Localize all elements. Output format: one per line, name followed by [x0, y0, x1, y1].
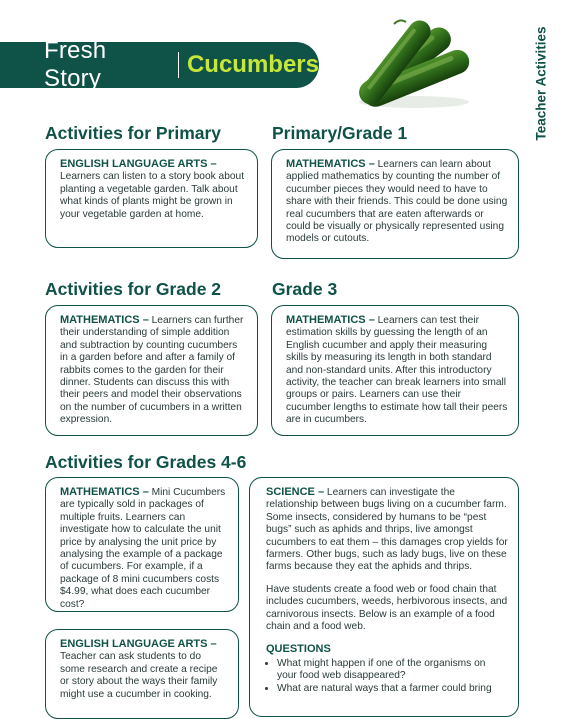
activity-text: Learners can learn about applied mathematics by counting the number of cucumber pieces they would need to have to share with their friends. This could be done using real cucumbers that are eaten afterwards or could be visually or physically represented using models or cutouts.: [286, 159, 508, 245]
heading-grade1: Primary/Grade 1: [272, 123, 408, 143]
question-item: • What are natural ways that a farmer could bring: [277, 683, 508, 695]
heading-grade2: Activities for Grade 2: [45, 279, 222, 299]
activity-text: Learners can listen to a story book about planting a vegetable garden. Talk about what kinds of plants might be grown in your vegetable garden at home.: [60, 171, 245, 220]
heading-grade3: Grade 3: [272, 279, 338, 299]
activity-card-grades46-ela: [45, 629, 239, 719]
side-title-wrapper: [528, 18, 554, 148]
subject-label: MATHEMATICS –: [60, 314, 149, 326]
side-title: Teacher Activities: [533, 25, 549, 141]
questions-heading: QUESTIONS: [266, 643, 331, 656]
activity-text: Learners can test their estimation skills by guessing the length of an English cucumber and apply their measuring skills by measuring its length in both standard and non-standard units. After this introductory activity, the teacher can break learners into small groups or pairs. Learners can use their cucumber lengths to estimate how tall their peers are in cucumbers.: [286, 315, 508, 426]
title-banner: [0, 37, 319, 92]
cucumbers-illustration: [342, 12, 477, 112]
activity-card-grades46-science: [249, 477, 519, 717]
subject-label: ENGLISH LANGUAGE ARTS –: [60, 638, 217, 650]
questions-list: [266, 658, 508, 695]
activity-card-grade1: [271, 149, 519, 259]
activity-text: Teacher can ask students to do some research and create a recipe or story about the ways their family might use a cucumber in cooking.: [60, 651, 218, 700]
brand-title: Fresh Story: [44, 37, 107, 92]
activity-text-2: Have students create a food web or food chain that includes cucumbers, weeds, herbivorous insects, and carnivorous insects. Below is an example of a food chain and a food web.: [266, 583, 508, 633]
activity-text: Learners can further their understanding of simple addition and subtraction by counting cucumbers in a garden before and after a family of rabbits comes to the garden for their dinner. Students can discuss this with their peers and model their observations on the number of cucumbers in a written expression.: [60, 315, 244, 426]
subject-label: MATHEMATICS –: [286, 158, 375, 170]
subject-label: MATHEMATICS –: [60, 486, 149, 498]
activity-card-primary: [45, 149, 258, 248]
activity-card-grade3: [271, 305, 519, 436]
title-divider: [178, 52, 179, 78]
subject-label: ENGLISH LANGUAGE ARTS –: [60, 158, 217, 170]
activity-card-grade2: [45, 305, 258, 436]
heading-primary: Activities for Primary: [45, 123, 222, 143]
subject-label: MATHEMATICS –: [286, 314, 375, 326]
question-item: • What might happen if one of the organisms on your food web disappeared?: [277, 658, 508, 683]
product-title: Cucumbers: [186, 51, 319, 78]
subject-label: SCIENCE –: [266, 486, 325, 498]
activity-card-grades46-math: [45, 477, 239, 612]
heading-grades4-6: Activities for Grades 4-6: [45, 452, 247, 472]
activity-text: Learners can investigate the relationship between bugs living on a cucumber farm. Some insects, considered by humans to be “pest bugs” such as aphids and thrips, live amongst cucumbers to eat them – this damages crop yields for farmers. Other bugs, such as lady bugs, live on these farms because they eat the aphids and thrips.: [266, 487, 508, 573]
activity-text: Mini Cucumbers are typically sold in packages of multiple fruits. Learners can investigate how to calculate the unit price by analysing the unit price by analysing the example of a package of cucumbers. For example, if a package of 8 mini cucumbers costs $4.99, what does each cucumber cost?: [60, 487, 226, 610]
